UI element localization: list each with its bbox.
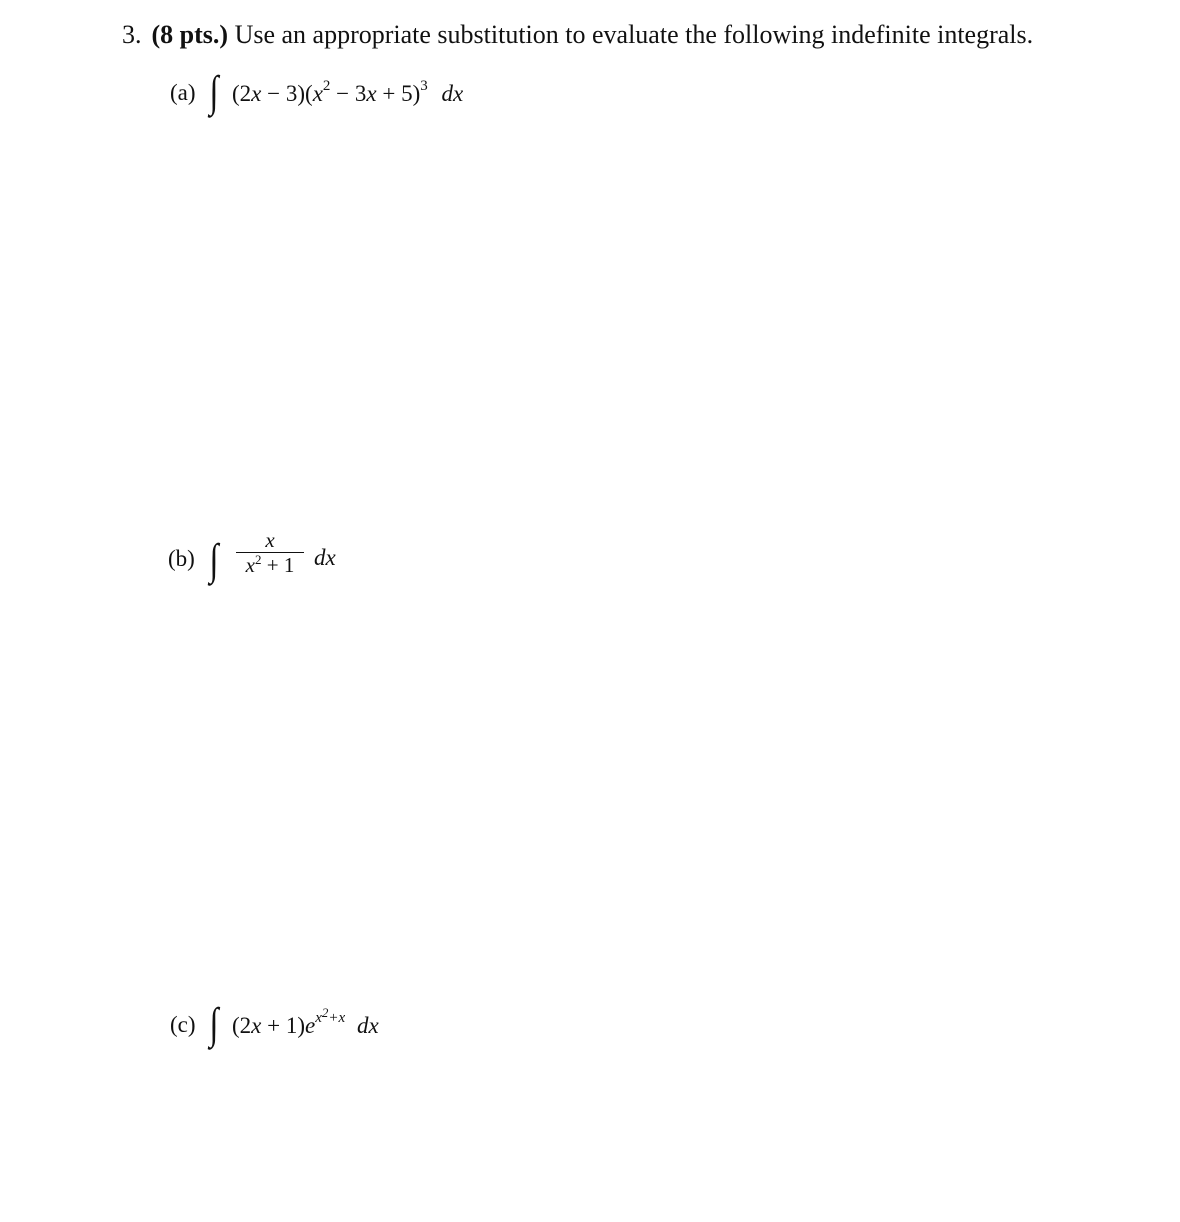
part-c-dx: dx (356, 1013, 379, 1038)
part-a-integrand: $(2x - 3)(x^2 - 3x + 5)^3$ dx (232, 78, 464, 106)
part-c-integrand: $(2x + 1)e^{x2+x}$ dx (232, 1005, 379, 1038)
part-c (170, 999, 430, 1056)
problem-points: (8 pts.) (151, 20, 229, 49)
integral-sign-b: ∫ (209, 535, 219, 584)
part-a (170, 67, 530, 128)
part-b (168, 528, 368, 598)
part-a-label: (a) (170, 80, 196, 105)
part-b-denominator: $x^2 + 1$ (245, 552, 295, 577)
part-b-fraction (236, 528, 304, 580)
integral-sign-c: ∫ (209, 999, 219, 1048)
part-b-numerator: x (265, 528, 275, 552)
integral-sign-a: ∫ (209, 67, 219, 116)
part-b-label: (b) (168, 546, 195, 571)
part-b-dx: dx (314, 545, 336, 570)
part-a-dx: dx (441, 81, 464, 106)
problem-header (122, 18, 1033, 52)
problem-number: 3. (122, 20, 142, 49)
problem-prompt: Use an appropriate substitution to evaluate the following indefinite integrals. (234, 20, 1034, 49)
part-c-label: (c) (170, 1012, 196, 1037)
